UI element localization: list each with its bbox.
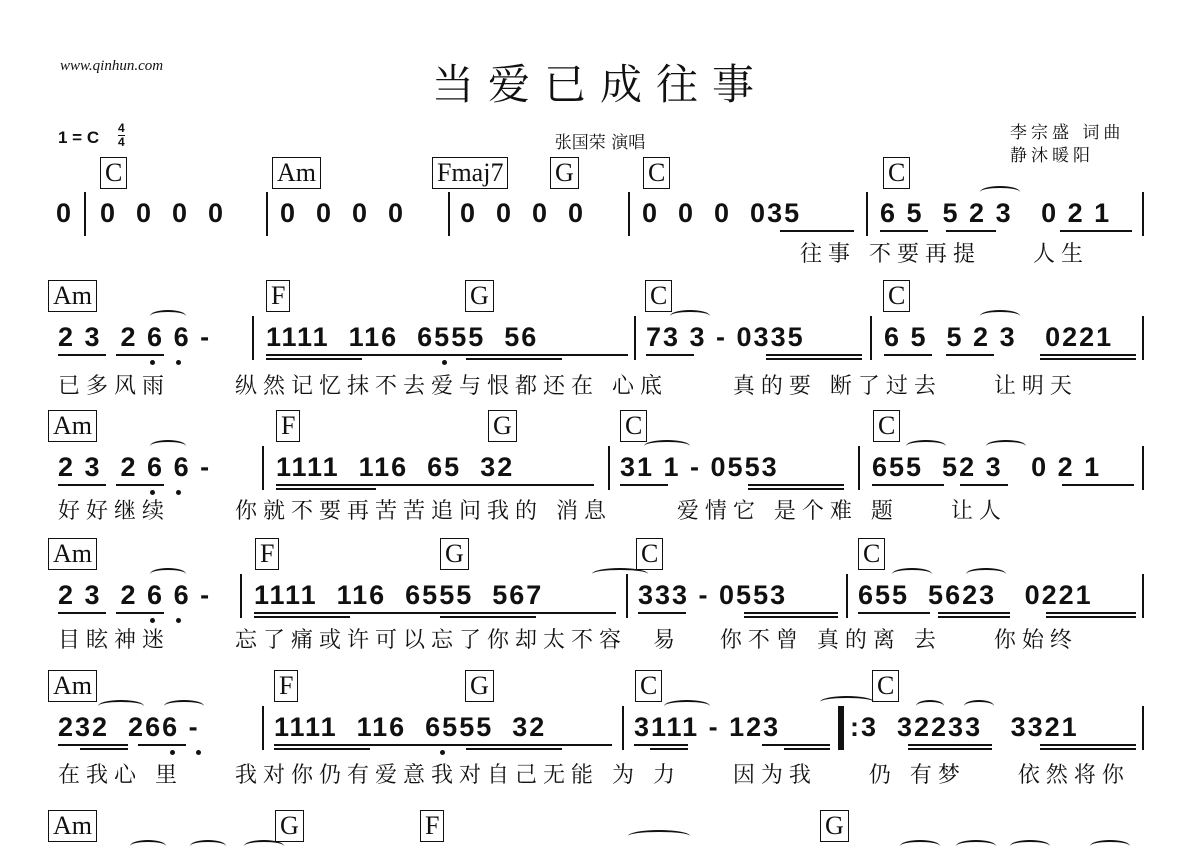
measure-notes: 232 266 - bbox=[58, 712, 200, 742]
tie-arc bbox=[130, 840, 166, 852]
tie-arc bbox=[966, 568, 1006, 580]
barline bbox=[84, 192, 86, 236]
chord-box: C bbox=[645, 280, 672, 312]
low-octave-dot bbox=[442, 360, 447, 365]
beam-underline bbox=[440, 616, 536, 618]
beam-underline bbox=[276, 488, 376, 490]
beam-underline bbox=[266, 354, 628, 356]
beam-underline bbox=[254, 616, 350, 618]
beam-underline bbox=[872, 484, 944, 486]
barline bbox=[1142, 706, 1144, 750]
chord-box: G bbox=[440, 538, 469, 570]
composer-credit: 李宗盛 词曲 bbox=[1010, 123, 1125, 143]
beam-underline bbox=[908, 744, 992, 746]
beam-underline bbox=[266, 358, 362, 360]
barline bbox=[1142, 316, 1144, 360]
beam-underline bbox=[58, 612, 106, 614]
beam-underline bbox=[766, 354, 862, 356]
tie-arc bbox=[892, 568, 932, 580]
beam-underline bbox=[884, 354, 932, 356]
chord-box: F bbox=[420, 810, 444, 842]
tie-arc bbox=[1090, 840, 1130, 852]
low-octave-dot bbox=[150, 360, 155, 365]
barline bbox=[252, 316, 254, 360]
measure-notes: 1111 116 6555 32 bbox=[274, 712, 547, 742]
measure-notes: 0 0 0 0 bbox=[460, 198, 586, 228]
measure-notes: 73 3 - 0335 bbox=[646, 322, 805, 352]
measure-notes: 2 3 2 6 6 - bbox=[58, 580, 212, 610]
beam-underline bbox=[960, 484, 1008, 486]
lyric-line: 在我心 里 我对你仍有爱意我对自己无能 为 力 因为我 仍 有梦 依然将你 bbox=[58, 763, 1130, 788]
tie-arc bbox=[820, 696, 874, 708]
tie-arc bbox=[98, 700, 144, 712]
chord-box: Am bbox=[48, 410, 97, 442]
tie-arc bbox=[628, 830, 690, 842]
singer-credit: 张国荣 演唱 bbox=[554, 133, 646, 153]
measure-notes: 6 5 5 2 3 0221 bbox=[884, 322, 1114, 352]
tie-arc bbox=[980, 186, 1020, 198]
beam-underline bbox=[80, 748, 128, 750]
tie-arc bbox=[670, 310, 710, 322]
barline bbox=[628, 192, 630, 236]
chord-box: C bbox=[620, 410, 647, 442]
time-signature-bottom: 4 bbox=[118, 135, 125, 149]
beam-underline bbox=[620, 484, 668, 486]
beam-underline bbox=[1046, 612, 1136, 614]
lyric-line: 目眩神迷 忘了痛或许可以忘了你却太不容 易 你不曾 真的离 去 你始终 bbox=[58, 628, 1078, 653]
tie-arc bbox=[150, 440, 186, 452]
beam-underline bbox=[908, 748, 992, 750]
beam-underline bbox=[762, 744, 830, 746]
beam-underline bbox=[116, 484, 164, 486]
beam-underline bbox=[466, 358, 562, 360]
low-octave-dot bbox=[196, 750, 201, 755]
chord-box: G bbox=[488, 410, 517, 442]
beam-underline bbox=[780, 230, 854, 232]
beam-underline bbox=[274, 744, 612, 746]
measure-notes: 655 52 3 0 2 1 bbox=[872, 452, 1102, 482]
measure-notes: 0 0 0 0 bbox=[280, 198, 406, 228]
barline bbox=[266, 192, 268, 236]
beam-underline bbox=[646, 354, 694, 356]
chord-box: C bbox=[873, 410, 900, 442]
tie-arc bbox=[244, 840, 284, 852]
chord-box: G bbox=[275, 810, 304, 842]
low-octave-dot bbox=[170, 750, 175, 755]
beam-underline bbox=[274, 748, 370, 750]
chord-box: G bbox=[465, 670, 494, 702]
beam-underline bbox=[784, 748, 830, 750]
chord-box: Am bbox=[48, 670, 97, 702]
beam-underline bbox=[1046, 616, 1136, 618]
beam-underline bbox=[58, 484, 106, 486]
beam-underline bbox=[116, 612, 164, 614]
beam-underline bbox=[1040, 748, 1136, 750]
barline bbox=[622, 706, 624, 750]
beam-underline bbox=[276, 484, 594, 486]
beam-underline bbox=[254, 612, 616, 614]
beam-underline bbox=[1040, 358, 1136, 360]
barline bbox=[866, 192, 868, 236]
barline bbox=[1142, 446, 1144, 490]
measure-notes: 0 0 0 0 bbox=[100, 198, 226, 228]
tie-arc bbox=[980, 310, 1020, 322]
measure-notes: 6 5 5 2 3 0 2 1 bbox=[880, 198, 1112, 228]
beam-underline bbox=[938, 616, 1010, 618]
barline bbox=[1142, 192, 1144, 236]
barline bbox=[870, 316, 872, 360]
beam-underline bbox=[634, 744, 688, 746]
tie-arc bbox=[906, 440, 946, 452]
beam-underline bbox=[748, 488, 844, 490]
beam-underline bbox=[946, 230, 996, 232]
measure-notes: 0 0 0 035 bbox=[642, 198, 802, 228]
barline bbox=[634, 316, 636, 360]
beam-underline bbox=[880, 230, 928, 232]
measure-notes: 655 5623 0221 bbox=[858, 580, 1093, 610]
beam-underline bbox=[58, 744, 128, 746]
chord-box: F bbox=[266, 280, 290, 312]
measure-notes: 1111 116 6555 567 bbox=[254, 580, 544, 610]
barline bbox=[262, 706, 264, 750]
beam-underline bbox=[138, 744, 186, 746]
measure-notes: :3 32233 3321 bbox=[850, 712, 1079, 742]
chord-box: C bbox=[858, 538, 885, 570]
beam-underline bbox=[744, 616, 838, 618]
beam-underline bbox=[946, 354, 994, 356]
lyric-line: 往事 不要再提 人生 bbox=[800, 242, 1089, 267]
beam-underline bbox=[766, 358, 862, 360]
beam-underline bbox=[1060, 230, 1132, 232]
chord-box: C bbox=[100, 157, 127, 189]
lyric-line: 好好继续 你就不要再苦苦追问我的 消息 爱情它 是个难 题 让人 bbox=[58, 499, 1007, 524]
tie-arc bbox=[164, 700, 204, 712]
chord-box: C bbox=[872, 670, 899, 702]
measure-notes: 1111 116 65 32 bbox=[276, 452, 515, 482]
chord-box: Fmaj7 bbox=[432, 157, 508, 189]
low-octave-dot bbox=[440, 750, 445, 755]
barline bbox=[858, 446, 860, 490]
chord-box: Am bbox=[48, 810, 97, 842]
beam-underline bbox=[466, 748, 562, 750]
low-octave-dot bbox=[176, 360, 181, 365]
chord-box: C bbox=[636, 538, 663, 570]
barline bbox=[626, 574, 628, 618]
beam-underline bbox=[650, 748, 688, 750]
chord-box: G bbox=[820, 810, 849, 842]
tie-arc bbox=[150, 568, 186, 580]
tie-arc bbox=[964, 700, 994, 712]
measure-notes: 0 bbox=[56, 198, 74, 228]
lyric-line: 已多风雨 纵然记忆抹不去爱与恨都还在 心底 真的要 断了过去 让明天 bbox=[58, 374, 1078, 399]
website-url: www.qinhun.com bbox=[60, 58, 164, 74]
chord-box: F bbox=[255, 538, 279, 570]
tie-arc bbox=[150, 310, 186, 322]
tie-arc bbox=[644, 440, 690, 452]
chord-box: G bbox=[550, 157, 579, 189]
beam-underline bbox=[1040, 744, 1136, 746]
barline bbox=[262, 446, 264, 490]
barline bbox=[240, 574, 242, 618]
barline bbox=[448, 192, 450, 236]
beam-underline bbox=[1062, 484, 1134, 486]
chord-box: Am bbox=[48, 280, 97, 312]
beam-underline bbox=[638, 612, 686, 614]
chord-box: F bbox=[274, 670, 298, 702]
measure-notes: 1111 116 6555 56 bbox=[266, 322, 539, 352]
chord-box: C bbox=[635, 670, 662, 702]
chord-box: Am bbox=[272, 157, 321, 189]
chord-box: Am bbox=[48, 538, 97, 570]
beam-underline bbox=[1040, 354, 1136, 356]
tie-arc bbox=[900, 840, 940, 852]
tie-arc bbox=[664, 700, 710, 712]
tie-arc bbox=[1010, 840, 1050, 852]
chord-box: G bbox=[465, 280, 494, 312]
beam-underline bbox=[744, 612, 838, 614]
arranger-credit: 静沐暖阳 bbox=[1010, 146, 1094, 166]
chord-box: C bbox=[883, 157, 910, 189]
key-signature: 1 = C bbox=[58, 128, 100, 147]
tie-arc bbox=[986, 440, 1026, 452]
time-signature-top: 4 bbox=[118, 121, 125, 135]
beam-underline bbox=[116, 354, 164, 356]
repeat-barline bbox=[838, 706, 844, 750]
barline bbox=[1142, 574, 1144, 618]
beam-underline bbox=[858, 612, 930, 614]
tie-arc bbox=[916, 700, 944, 712]
beam-underline bbox=[58, 354, 106, 356]
barline bbox=[846, 574, 848, 618]
measure-notes: 333 - 0553 bbox=[638, 580, 788, 610]
measure-notes: 3111 - 123 bbox=[634, 712, 781, 742]
chord-box: C bbox=[643, 157, 670, 189]
barline bbox=[608, 446, 610, 490]
measure-notes: 31 1 - 0553 bbox=[620, 452, 779, 482]
tie-arc bbox=[190, 840, 226, 852]
song-title: 当爱已成往事 bbox=[431, 60, 768, 109]
measure-notes: 2 3 2 6 6 - bbox=[58, 452, 212, 482]
beam-underline bbox=[748, 484, 844, 486]
chord-box: F bbox=[276, 410, 300, 442]
measure-notes: 2 3 2 6 6 - bbox=[58, 322, 212, 352]
tie-arc bbox=[956, 840, 996, 852]
chord-box: C bbox=[883, 280, 910, 312]
beam-underline bbox=[938, 612, 1010, 614]
